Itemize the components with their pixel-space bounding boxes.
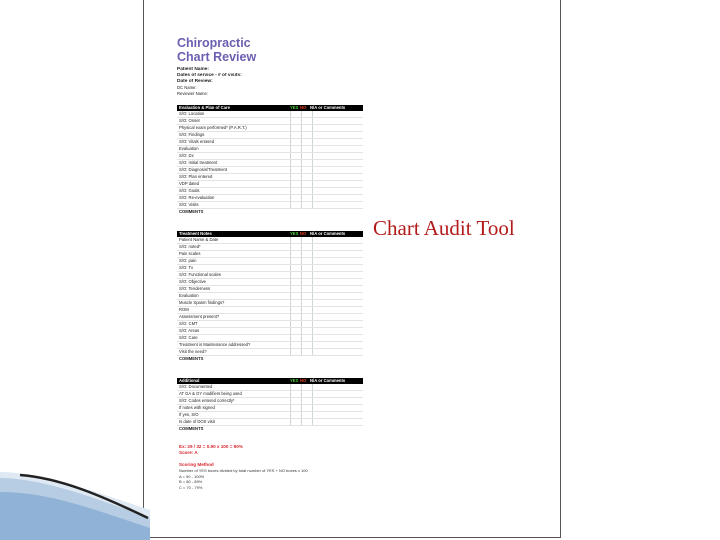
yes-cell	[290, 258, 301, 264]
no-cell	[301, 272, 312, 278]
no-cell	[301, 419, 312, 425]
checklist-item-label: ROM	[179, 307, 189, 312]
checklist-item-label: AT GA & GY modifiers being used	[179, 391, 242, 396]
checklist-item-label: S/O: Tenderness	[179, 286, 211, 291]
no-cell	[301, 258, 312, 264]
no-cell	[301, 132, 312, 138]
na-cell	[312, 300, 363, 306]
no-cell	[301, 111, 312, 117]
yes-cell	[290, 111, 301, 117]
checklist-row	[177, 265, 363, 272]
no-cell	[301, 328, 312, 334]
na-cell	[312, 286, 363, 292]
no-cell	[301, 412, 312, 418]
checklist-item-label: Is date of DOS visit	[179, 419, 215, 424]
na-cell	[312, 237, 363, 243]
section-header-header: Treatment Notes	[179, 231, 212, 236]
checklist-item-label: S/O: Location	[179, 111, 205, 116]
na-cell	[312, 321, 363, 327]
yes-cell	[290, 307, 301, 313]
checklist-item-label: Visit the need?	[179, 349, 207, 354]
comments-label: COMMENTS	[179, 356, 204, 361]
checklist-item-label: S/O: Tx	[179, 265, 194, 270]
comments-label: COMMENTS	[179, 209, 204, 214]
checklist-item-label: S/O: pain	[179, 258, 197, 263]
checklist-row	[177, 167, 363, 174]
checklist-item-label: S/O: Documented	[179, 384, 213, 389]
na-cell	[312, 279, 363, 285]
no-cell	[301, 202, 312, 208]
yes-cell	[290, 202, 301, 208]
na-cell	[312, 307, 363, 313]
yes-cell	[290, 279, 301, 285]
section-header-yes: YES	[290, 378, 299, 383]
checklist-row	[177, 251, 363, 258]
checklist-item-label: Evaluation	[179, 146, 199, 151]
checklist-item-label: Muscle Spasm findings?	[179, 300, 225, 305]
yes-cell	[290, 391, 301, 397]
no-cell	[301, 391, 312, 397]
checklist-row	[177, 118, 363, 125]
info-line: DC Name:	[177, 85, 197, 90]
yes-cell	[290, 237, 301, 243]
yes-cell	[290, 132, 301, 138]
na-cell	[312, 181, 363, 187]
checklist-row	[177, 286, 363, 293]
checklist-item-label: S/O: Visits	[179, 202, 199, 207]
na-cell	[312, 405, 363, 411]
yes-cell	[290, 300, 301, 306]
checklist-row	[177, 195, 363, 202]
checklist-row	[177, 405, 363, 412]
checklist-item-label: S/O: Goals	[179, 188, 200, 193]
checklist-row	[177, 153, 363, 160]
no-cell	[301, 118, 312, 124]
na-cell	[312, 258, 363, 264]
info-line: Dates of service - # of visits:	[177, 73, 242, 78]
checklist-row	[177, 293, 363, 300]
yes-cell	[290, 293, 301, 299]
checklist-item-label: Treatment is Maintenance addressed?	[179, 342, 251, 347]
checklist-row	[177, 237, 363, 244]
scoring-line: Number of YES boxes divided by total number of YES + NO boxes x 100	[179, 468, 308, 473]
checklist-row	[177, 244, 363, 251]
checklist-row	[177, 314, 363, 321]
na-cell	[312, 160, 363, 166]
checklist-row	[177, 384, 363, 391]
checklist-item-label: S/O: Plan entered	[179, 174, 213, 179]
checklist-item-label: S/O: Care	[179, 335, 198, 340]
checklist-item-label: S/O: noted*	[179, 244, 201, 249]
na-cell	[312, 349, 363, 355]
section-header-yes: YES	[290, 231, 299, 236]
na-cell	[312, 272, 363, 278]
no-cell	[301, 160, 312, 166]
yes-cell	[290, 118, 301, 124]
checklist-row	[177, 181, 363, 188]
checklist-row	[177, 132, 363, 139]
yes-cell	[290, 349, 301, 355]
na-cell	[312, 314, 363, 320]
checklist-item-label: S/O: Diagnosis/Treatment	[179, 167, 228, 172]
na-cell	[312, 125, 363, 131]
yes-cell	[290, 160, 301, 166]
no-cell	[301, 286, 312, 292]
example-calculation: Ex: 29 / 32 = 0.90 x 100 = 90%	[179, 444, 243, 449]
checklist-item-label: S/O: Areas	[179, 328, 200, 333]
no-cell	[301, 300, 312, 306]
yes-cell	[290, 139, 301, 145]
section-header-header: Additional	[179, 378, 200, 383]
section-header-yes: YES	[290, 105, 299, 110]
na-cell	[312, 328, 363, 334]
na-cell	[312, 244, 363, 250]
decorative-wave-shape	[0, 470, 150, 540]
no-cell	[301, 307, 312, 313]
yes-cell	[290, 272, 301, 278]
no-cell	[301, 342, 312, 348]
checklist-row	[177, 349, 363, 356]
na-cell	[312, 391, 363, 397]
checklist-item-label: S/O: Dx	[179, 153, 194, 158]
checklist-row	[177, 300, 363, 307]
yes-cell	[290, 321, 301, 327]
info-line: Patient Name:	[177, 67, 209, 72]
checklist-row	[177, 258, 363, 265]
checklist-row	[177, 139, 363, 146]
yes-cell	[290, 335, 301, 341]
checklist-item-label: Physical exam performed* (P.A.R.T.)	[179, 125, 247, 130]
patient-info-block	[177, 67, 363, 97]
no-cell	[301, 405, 312, 411]
checklist-item-label: S/O: Objective	[179, 279, 206, 284]
checklist-item-label: Evaluation	[179, 293, 199, 298]
no-cell	[301, 265, 312, 271]
no-cell	[301, 174, 312, 180]
na-cell	[312, 398, 363, 404]
yes-cell	[290, 384, 301, 390]
section-header-no: NO	[300, 378, 307, 383]
checklist-row	[177, 328, 363, 335]
checklist-item-label: S/O: CMT	[179, 321, 198, 326]
no-cell	[301, 279, 312, 285]
review-sections	[177, 105, 363, 440]
yes-cell	[290, 251, 301, 257]
no-cell	[301, 146, 312, 152]
na-cell	[312, 384, 363, 390]
na-cell	[312, 419, 363, 425]
yes-cell	[290, 342, 301, 348]
no-cell	[301, 244, 312, 250]
checklist-row	[177, 412, 363, 419]
yes-cell	[290, 195, 301, 201]
checklist-item-label: S/O: Findings	[179, 132, 205, 137]
checklist-item-label: VDP dated	[179, 181, 200, 186]
na-cell	[312, 146, 363, 152]
no-cell	[301, 139, 312, 145]
no-cell	[301, 195, 312, 201]
na-cell	[312, 342, 363, 348]
checklist-item-label: Pain scales	[179, 251, 201, 256]
checklist-item-label: S/O: Initial treatment	[179, 160, 218, 165]
yes-cell	[290, 167, 301, 173]
checklist-row	[177, 146, 363, 153]
document-title-line1: Chiropractic	[177, 36, 251, 50]
checklist-item-label: If yes, S/O	[179, 412, 199, 417]
no-cell	[301, 188, 312, 194]
checklist-row	[177, 419, 363, 426]
scoring-line: C = 70 - 79%	[179, 484, 203, 490]
no-cell	[301, 398, 312, 404]
checklist-item-label: S/O: Functional scales	[179, 272, 221, 277]
checklist-item-label: Patient Name & Date	[179, 237, 219, 242]
checklist-row	[177, 335, 363, 342]
scoring-line: A = 90 - 100%	[179, 473, 205, 479]
checklist-row	[177, 307, 363, 314]
checklist-row	[177, 391, 363, 398]
yes-cell	[290, 188, 301, 194]
yes-cell	[290, 286, 301, 292]
yes-cell	[290, 412, 301, 418]
checklist-item-label: S/O: Codes entered correctly*	[179, 398, 235, 403]
na-cell	[312, 202, 363, 208]
yes-cell	[290, 146, 301, 152]
checklist-row	[177, 160, 363, 167]
info-line: Date of Review:	[177, 79, 213, 84]
chart-review-document	[177, 36, 363, 490]
section-header-na: N/A or Comments	[310, 231, 346, 236]
checklist-row	[177, 272, 363, 279]
na-cell	[312, 118, 363, 124]
slide-caption: Chart Audit Tool	[373, 216, 515, 240]
yes-cell	[290, 419, 301, 425]
na-cell	[312, 139, 363, 145]
yes-cell	[290, 398, 301, 404]
na-cell	[312, 293, 363, 299]
info-line: Reviewer Name:	[177, 91, 208, 96]
checklist-item-label: S/O: Onset	[179, 118, 200, 123]
no-cell	[301, 153, 312, 159]
na-cell	[312, 153, 363, 159]
comments-label: COMMENTS	[179, 426, 204, 431]
yes-cell	[290, 181, 301, 187]
scoring-method-title: Scoring Method	[179, 462, 214, 467]
no-cell	[301, 237, 312, 243]
na-cell	[312, 111, 363, 117]
yes-cell	[290, 153, 301, 159]
checklist-row	[177, 279, 363, 286]
na-cell	[312, 195, 363, 201]
checklist-item-label: If notes with signed	[179, 405, 215, 410]
na-cell	[312, 188, 363, 194]
na-cell	[312, 132, 363, 138]
no-cell	[301, 251, 312, 257]
checklist-row	[177, 321, 363, 328]
no-cell	[301, 181, 312, 187]
yes-cell	[290, 328, 301, 334]
checklist-row	[177, 398, 363, 405]
no-cell	[301, 314, 312, 320]
na-cell	[312, 265, 363, 271]
yes-cell	[290, 405, 301, 411]
scoring-method-list	[177, 468, 363, 490]
checklist-item-label: Assessment present?	[179, 314, 220, 319]
na-cell	[312, 251, 363, 257]
document-title-line2: Chart Review	[177, 50, 257, 64]
yes-cell	[290, 314, 301, 320]
checklist-row	[177, 188, 363, 195]
scoring-line: B = 80 - 89%	[179, 479, 203, 484]
section-header-no: NO	[300, 231, 307, 236]
section-header-header: Evaluation & Plan of Care	[179, 105, 230, 110]
yes-cell	[290, 125, 301, 131]
checklist-item-label: S/O: Re-evaluation	[179, 195, 215, 200]
no-cell	[301, 293, 312, 299]
section-header-no: NO	[300, 105, 307, 110]
checklist-row	[177, 125, 363, 132]
section-header-na: N/A or Comments	[310, 105, 346, 110]
na-cell	[312, 174, 363, 180]
no-cell	[301, 335, 312, 341]
checklist-row	[177, 111, 363, 118]
na-cell	[312, 167, 363, 173]
checklist-row	[177, 342, 363, 349]
checklist-item-label: S/O: Vitals entered	[179, 139, 215, 144]
no-cell	[301, 384, 312, 390]
no-cell	[301, 125, 312, 131]
section-header-na: N/A or Comments	[310, 378, 346, 383]
no-cell	[301, 349, 312, 355]
yes-cell	[290, 174, 301, 180]
no-cell	[301, 167, 312, 173]
no-cell	[301, 321, 312, 327]
na-cell	[312, 335, 363, 341]
checklist-row	[177, 174, 363, 181]
yes-cell	[290, 244, 301, 250]
checklist-row	[177, 202, 363, 209]
na-cell	[312, 412, 363, 418]
example-score: Score: A	[179, 450, 198, 455]
yes-cell	[290, 265, 301, 271]
